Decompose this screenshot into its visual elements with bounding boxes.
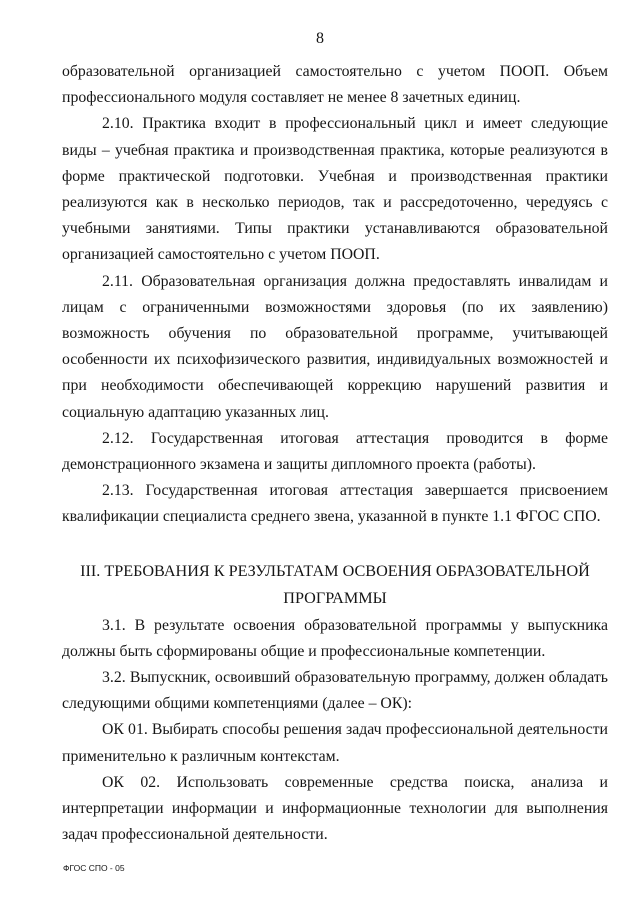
paragraph-ok-01: ОК 01. Выбирать способы решения задач профессиональной деятельности применительно к различным контекстам. bbox=[62, 721, 608, 765]
paragraphs-top bbox=[62, 59, 608, 531]
footer-code: ФГОС СПО - 05 bbox=[63, 863, 125, 873]
paragraph-3-2: 3.2. Выпускник, освоивший образовательную программу, должен обладать следующими общими компетенциями (далее – ОК): bbox=[62, 669, 608, 713]
document-body bbox=[62, 59, 608, 848]
paragraphs-bottom bbox=[62, 613, 608, 849]
paragraph-2-12: 2.12. Государственная итоговая аттестация проводится в форме демонстрационного экзамена и защиты дипломного проекта (работы). bbox=[62, 429, 608, 474]
section-heading bbox=[62, 558, 608, 612]
paragraph-ok-02: ОК 02. Использовать современные средства поиска, анализа и интерпретации информации и информационные технологии для выполнения задач профессиональной деятельности. bbox=[62, 773, 608, 844]
section-heading-line2: ПРОГРАММЫ bbox=[283, 588, 387, 607]
section-heading-line1: III. ТРЕБОВАНИЯ К РЕЗУЛЬТАТАМ ОСВОЕНИЯ ОБРАЗОВАТЕЛЬНОЙ bbox=[80, 561, 590, 580]
paragraph-2-10: 2.10. Практика входит в профессиональный цикл и имеет следующие виды – учебная практика и производственная практика, которые реализуются в форме практической подготовки. Учебная и производственная практики реализуются как в несколько периодов, так и рассредоточенно, чередуясь с учебными занятиями. Типы практики устанавливаются образовательной организацией самостоятельно с учетом ПООП. bbox=[62, 115, 608, 264]
paragraph-2-11: 2.11. Образовательная организация должна предоставлять инвалидам и лицам с ограниченными возможностями здоровья (по их заявлению) возможность обучения по образовательной программе, учитывающей особенности их психофизического развития, индивидуальных возможностей и при необходимости обеспечивающей коррекцию нарушений развития и социальную адаптацию указанных лиц. bbox=[62, 272, 608, 421]
page-number: 8 bbox=[316, 30, 324, 47]
paragraph-module-volume: образовательной организацией самостоятельно с учетом ПООП. Объем профессионального модуля составляет не менее 8 зачетных единиц. bbox=[62, 63, 608, 107]
paragraph-3-1: 3.1. В результате освоения образовательной программы у выпускника должны быть сформированы общие и профессиональные компетенции. bbox=[62, 616, 608, 660]
paragraph-2-13: 2.13. Государственная итоговая аттестация завершается присвоением квалификации специалиста среднего звена, указанной в пункте 1.1 ФГОС СПО. bbox=[62, 482, 608, 526]
